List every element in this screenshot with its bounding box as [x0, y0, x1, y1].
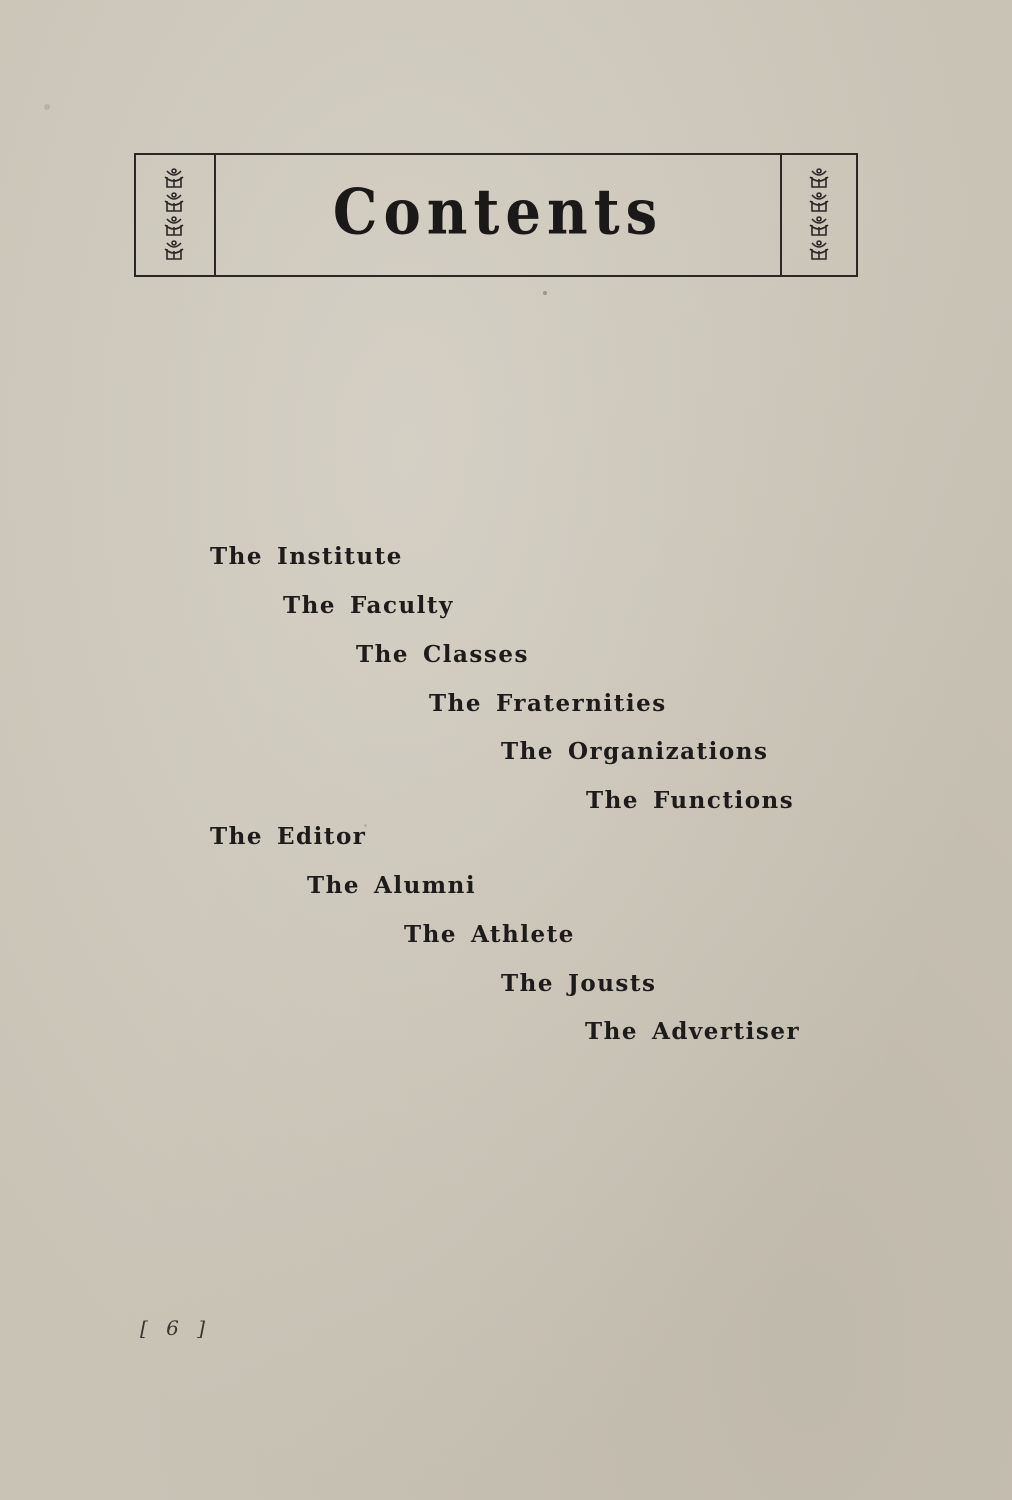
- entry-prefix: The: [429, 690, 482, 717]
- entry-name: Organizations: [567, 738, 769, 765]
- entry-name: Fraternities: [495, 690, 667, 717]
- entry-name: Classes: [422, 641, 529, 668]
- contents-entry-organizations: [501, 738, 768, 765]
- banner-inner-rule-right: [780, 155, 782, 275]
- contents-entry-faculty: [283, 592, 454, 619]
- entry-prefix: The: [210, 823, 263, 850]
- fleuron-icon: [804, 167, 834, 263]
- contents-entry-advertiser: [585, 1018, 800, 1045]
- entry-prefix: The: [307, 872, 360, 899]
- contents-banner: [134, 153, 858, 277]
- entry-name: Institute: [276, 543, 403, 570]
- paper-speck: [44, 104, 50, 110]
- entry-name: Editor: [276, 823, 367, 850]
- entry-name: Athlete: [470, 921, 575, 948]
- contents-entry-functions: [586, 787, 794, 814]
- page-title: Contents: [332, 175, 664, 249]
- contents-entry-institute: [210, 543, 403, 570]
- contents-entry-classes: [356, 641, 529, 668]
- entry-prefix: The: [283, 592, 336, 619]
- contents-entry-fraternities: [429, 690, 667, 717]
- entry-prefix: The: [501, 970, 554, 997]
- entry-name: Jousts: [567, 970, 657, 997]
- entry-name: Advertiser: [651, 1018, 801, 1045]
- banner-outer-rule-right: [856, 155, 858, 275]
- entry-prefix: The: [210, 543, 263, 570]
- paper-speck: [364, 824, 367, 827]
- entry-prefix: The: [404, 921, 457, 948]
- contents-entry-athlete: [404, 921, 575, 948]
- paper-speck: [543, 291, 547, 295]
- entry-name: Functions: [652, 787, 795, 814]
- entry-prefix: The: [501, 738, 554, 765]
- entry-name: Faculty: [349, 592, 454, 619]
- entry-prefix: The: [356, 641, 409, 668]
- contents-entry-alumni: [307, 872, 476, 899]
- page-number: [ 6 ]: [140, 1316, 212, 1340]
- entry-name: Alumni: [373, 872, 477, 899]
- entry-prefix: The: [585, 1018, 638, 1045]
- contents-entry-jousts: [501, 970, 656, 997]
- banner-outer-rule-left: [134, 155, 136, 275]
- contents-entry-editor: [210, 823, 366, 850]
- fleuron-icon: [159, 167, 189, 263]
- entry-prefix: The: [586, 787, 639, 814]
